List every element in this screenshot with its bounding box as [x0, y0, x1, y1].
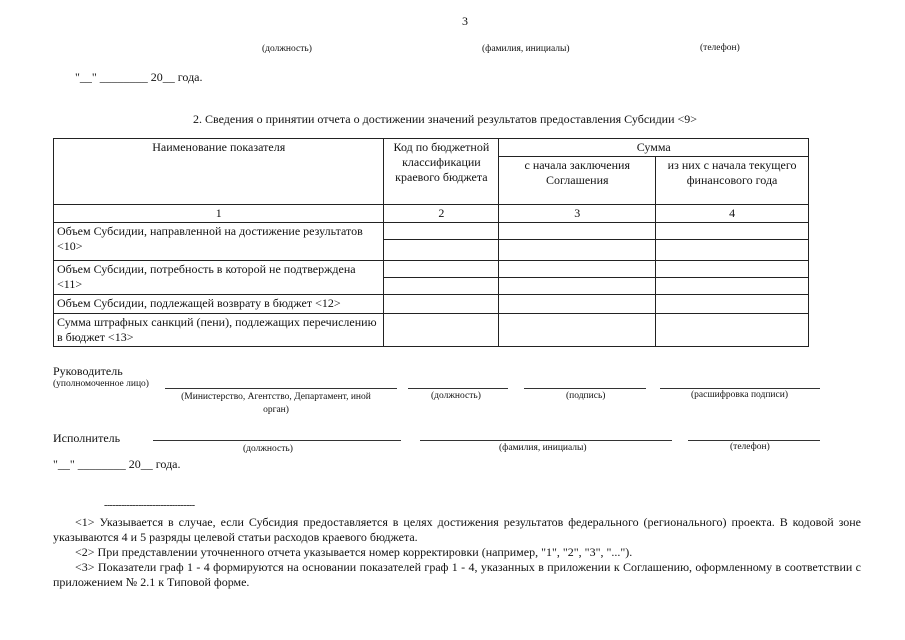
footnote-3: <3> Показатели граф 1 - 4 формируются на основании показателей граф 1 - 4, указанных в приложении к Соглашению, оформленному в соответствии с приложением № 2.1 к Типовой форме. [53, 560, 861, 589]
col-number-2: 2 [384, 205, 499, 223]
position-caption: (должность) [262, 44, 312, 54]
footnote-1: <1> Указывается в случае, если Субсидия предоставляется в целях достижения результатов федерального (регионального) проекта. В кодовой зоне указываются 4 и 5 разряды целевой статьи расходов краевого бюджета. [53, 515, 861, 544]
value-cell[interactable] [656, 314, 809, 347]
col-number-1: 1 [54, 205, 384, 223]
value-cell[interactable] [656, 223, 809, 261]
value-cell[interactable] [499, 314, 656, 347]
exec-position-line[interactable] [153, 440, 401, 441]
value-cell[interactable] [499, 261, 656, 295]
table-row [54, 314, 809, 347]
exec-phone-line[interactable] [688, 440, 820, 441]
value-cell[interactable] [384, 261, 499, 295]
name-caption: (фамилия, инициалы) [482, 44, 570, 54]
table-row [54, 295, 809, 314]
decoding-caption: (расшифровка подписи) [691, 390, 788, 400]
signature-caption: (подпись) [566, 391, 606, 401]
report-table [53, 138, 809, 347]
value-cell[interactable] [384, 223, 499, 261]
row-label: Объем Субсидии, направленной на достижение результатов <10> [54, 223, 384, 261]
value-cell[interactable] [656, 295, 809, 314]
head-subtitle: (уполномоченное лицо) [53, 379, 149, 389]
section-title: 2. Сведения о принятии отчета о достижении значений результатов предоставления Субсидии <9> [193, 112, 698, 126]
head-title: Руководитель [53, 364, 123, 378]
value-cell[interactable] [384, 314, 499, 347]
header-sum: Сумма [499, 139, 809, 157]
exec-date-line: "__" ________ 20__ года. [53, 457, 181, 471]
footnote-separator: -------------------------------- [104, 500, 195, 511]
head-position-caption: (должность) [431, 391, 481, 401]
header-code: Код по бюджетной классификации краевого бюджета [384, 139, 499, 205]
signature-line[interactable] [524, 388, 646, 389]
page-number: 3 [462, 14, 468, 28]
date-line: "__" ________ 20__ года. [75, 70, 203, 84]
header-name: Наименование показателя [54, 139, 384, 205]
value-cell[interactable] [499, 295, 656, 314]
value-cell[interactable] [499, 223, 656, 261]
exec-position-caption: (должность) [243, 444, 293, 454]
org-line[interactable] [165, 388, 397, 389]
table-row [54, 223, 809, 261]
row-label: Объем Субсидии, потребность в которой не подтверждена <11> [54, 261, 384, 295]
row-label: Сумма штрафных санкций (пени), подлежащих перечислению в бюджет <13> [54, 314, 384, 347]
exec-name-line[interactable] [420, 440, 672, 441]
phone-caption: (телефон) [700, 43, 740, 53]
col-number-4: 4 [656, 205, 809, 223]
row-label: Объем Субсидии, подлежащей возврату в бюджет <12> [54, 295, 384, 314]
header-sum-start: с начала заключения Соглашения [499, 157, 656, 205]
decoding-line[interactable] [660, 388, 820, 389]
header-sum-year: из них с начала текущего финансового года [656, 157, 809, 205]
value-cell[interactable] [656, 261, 809, 295]
head-position-line[interactable] [408, 388, 508, 389]
exec-name-caption: (фамилия, инициалы) [499, 443, 587, 453]
value-cell[interactable] [384, 295, 499, 314]
table-row [54, 261, 809, 295]
col-number-3: 3 [499, 205, 656, 223]
footnote-2: <2> При представлении уточненного отчета указывается номер корректировки (например, "1", "2", "3", "..."). [75, 545, 633, 559]
exec-title: Исполнитель [53, 431, 121, 445]
org-caption: (Министерство, Агентство, Департамент, иной орган) [181, 392, 371, 415]
exec-phone-caption: (телефон) [730, 442, 770, 452]
